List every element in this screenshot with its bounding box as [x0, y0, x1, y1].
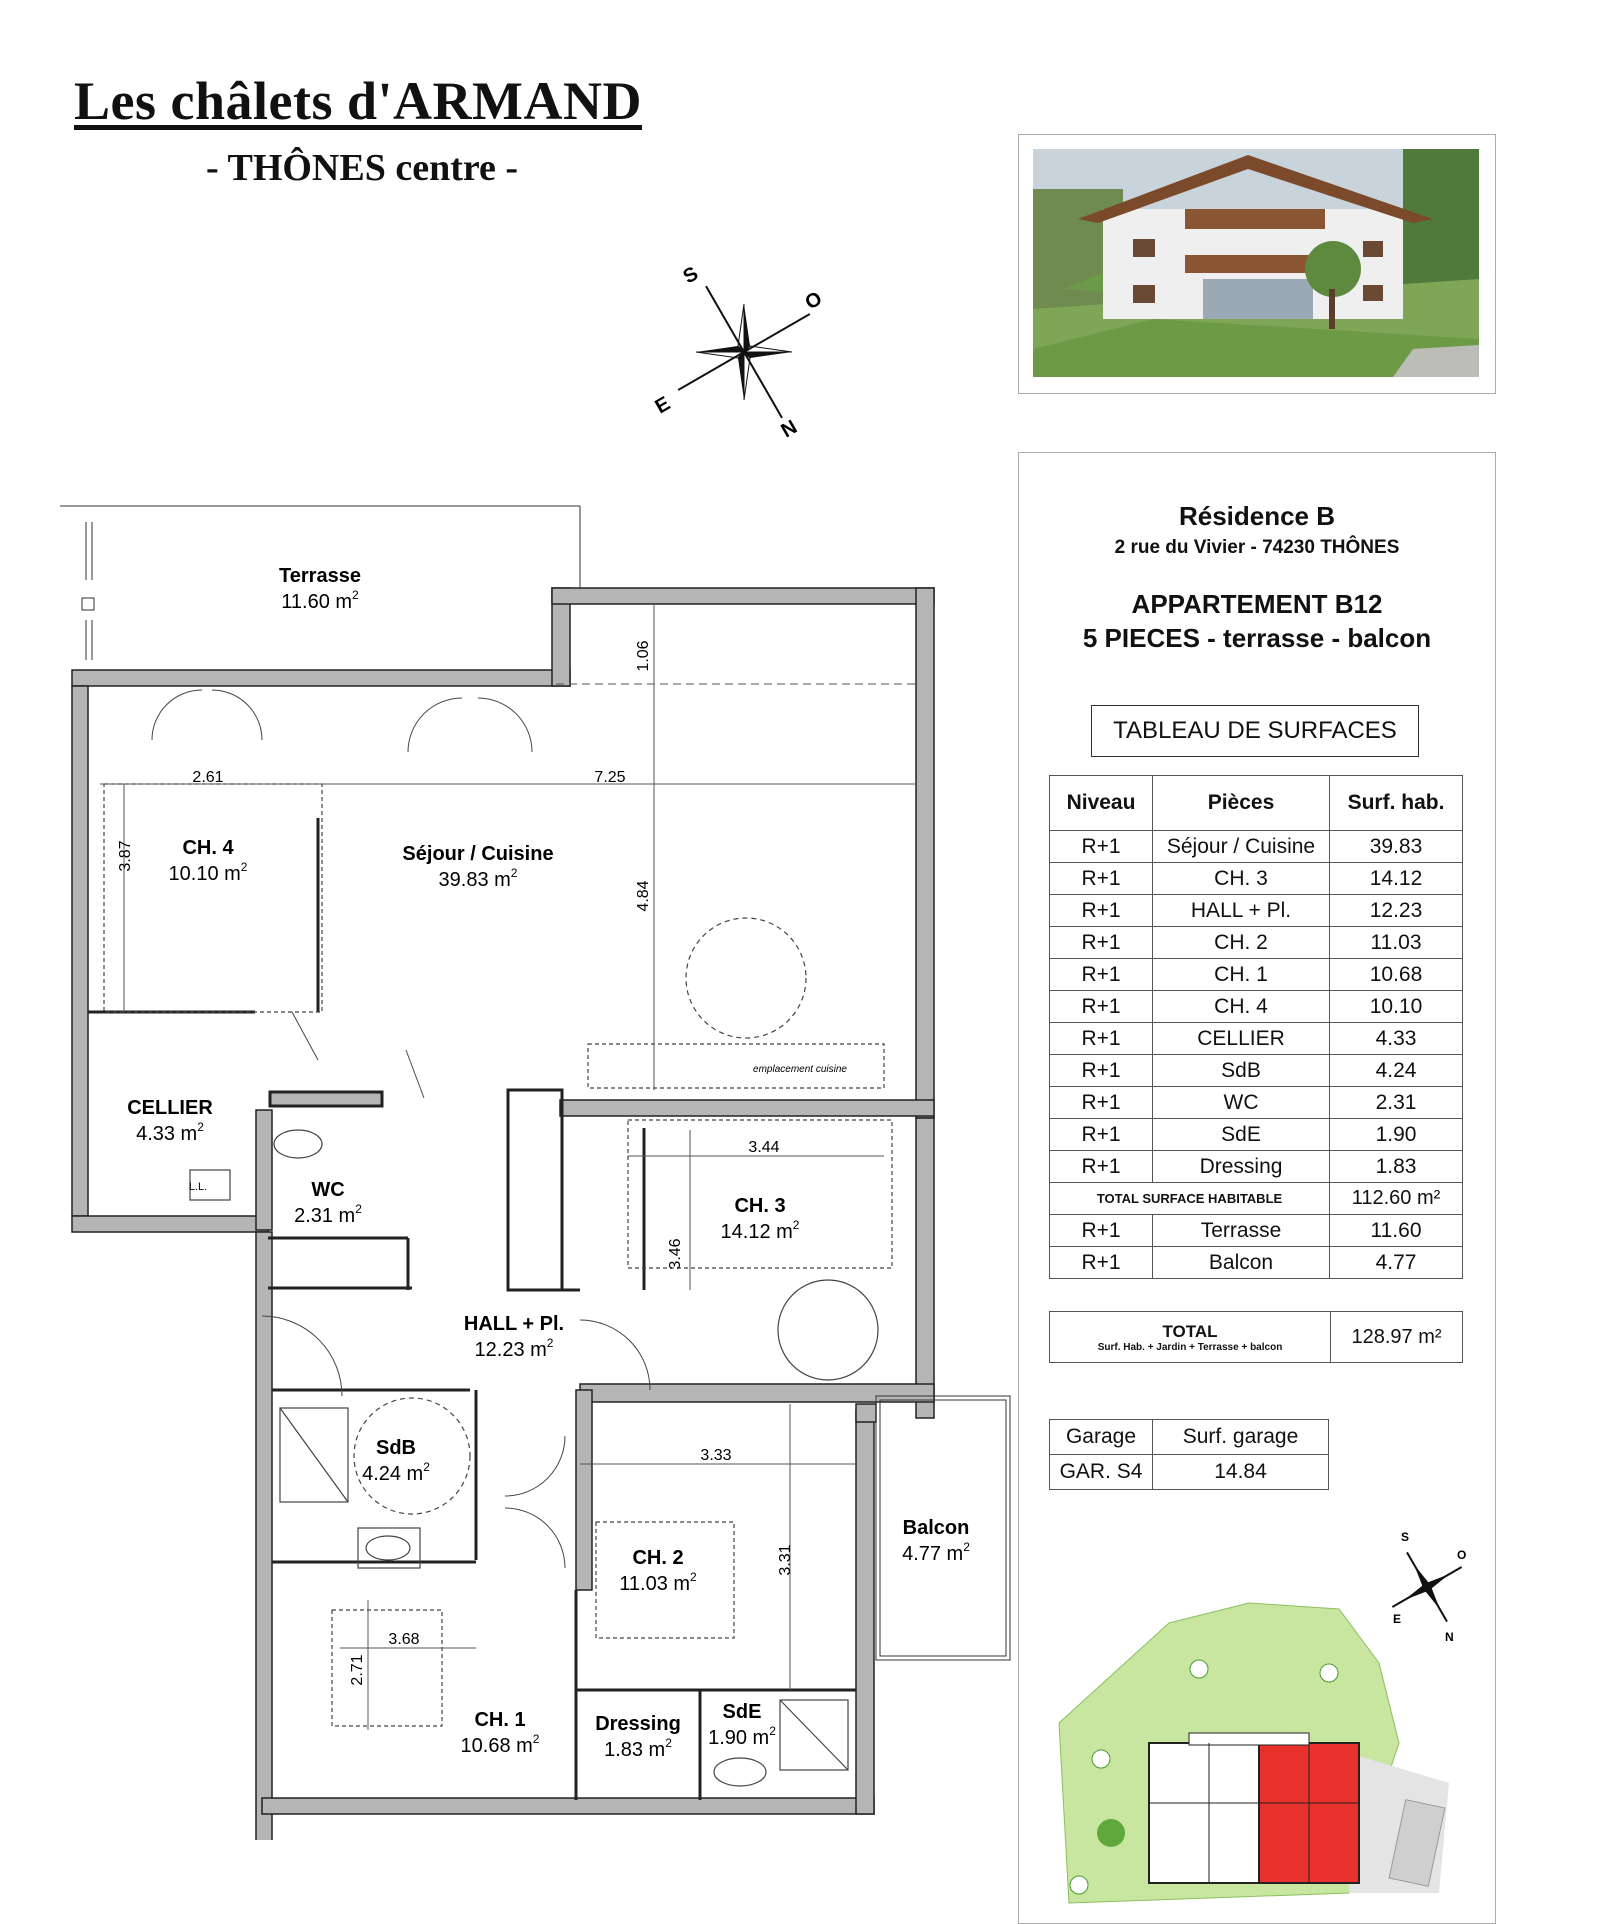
surface-cell-piece: Terrasse	[1153, 1215, 1330, 1247]
surface-cell-piece: SdE	[1153, 1119, 1330, 1151]
room-ch1-area-text: 10.68 m	[460, 1735, 533, 1757]
apartment-description: 5 PIECES - terrasse - balcon	[1082, 623, 1432, 653]
room-ch1-sup: 2	[532, 1732, 540, 1746]
room-sejour-name: Séjour / Cuisine	[402, 843, 554, 865]
garage-name: GAR. S4	[1050, 1455, 1153, 1490]
compass-n: N	[777, 416, 802, 443]
surface-row	[1050, 959, 1463, 991]
surface-row	[1050, 1215, 1463, 1247]
room-hall-area	[475, 1336, 554, 1361]
dim-387: 3.87	[117, 840, 134, 872]
surface-cell-surf: 4.24	[1330, 1055, 1463, 1087]
room-ch2-name: CH. 2	[632, 1547, 684, 1569]
fixtures	[104, 784, 892, 1786]
room-terrasse-area	[281, 588, 359, 613]
building-render-image	[1033, 149, 1479, 377]
apartment-id: APPARTEMENT B12	[1131, 589, 1383, 619]
room-wc-area	[294, 1202, 362, 1227]
room-sdb-area-text: 4.24 m	[362, 1463, 424, 1485]
room-balcon-area	[902, 1540, 970, 1565]
surface-cell-niveau: R+1	[1050, 1247, 1153, 1279]
building-render-photo	[1018, 134, 1496, 394]
residence-name: Résidence B	[1178, 501, 1336, 531]
map-compass-s: S	[1401, 1530, 1410, 1544]
surface-row	[1050, 1119, 1463, 1151]
interior-walls	[88, 818, 856, 1800]
room-sejour-area	[439, 866, 518, 891]
room-ch1-area	[461, 1732, 540, 1757]
room-sde-sup: 2	[769, 1724, 776, 1738]
grand-total-label-cell	[1050, 1312, 1331, 1363]
map-compass-e: E	[1393, 1612, 1402, 1626]
room-ch3-area	[721, 1218, 800, 1243]
surface-cell-surf: 11.03	[1330, 927, 1463, 959]
room-cellier-area-text: 4.33 m	[136, 1123, 198, 1145]
surface-row	[1050, 927, 1463, 959]
surface-cell-surf: 10.68	[1330, 959, 1463, 991]
room-balcon-name: Balcon	[902, 1517, 970, 1539]
room-ch2-sup: 2	[690, 1570, 697, 1584]
room-ch2-area-text: 11.03 m	[619, 1573, 691, 1595]
surface-row	[1050, 1055, 1463, 1087]
total-habitable-label: TOTAL SURFACE HABITABLE	[1050, 1183, 1330, 1215]
surface-cell-piece: CH. 1	[1153, 959, 1330, 991]
room-sde-area-text: 1.90 m	[708, 1727, 770, 1749]
room-sdb-name: SdB	[376, 1437, 416, 1459]
kitchen-location-label: emplacement cuisine	[753, 1064, 847, 1075]
room-sejour-area-text: 39.83 m	[438, 869, 511, 891]
surface-cell-piece: WC	[1153, 1087, 1330, 1119]
room-hall-name: HALL + Pl.	[463, 1313, 565, 1335]
surface-cell-surf: 2.31	[1330, 1087, 1463, 1119]
dim-106: 1.06	[635, 640, 652, 672]
grand-total-table	[1049, 1311, 1463, 1363]
compass-o: O	[801, 287, 826, 315]
surface-row	[1050, 991, 1463, 1023]
surface-cell-piece: Dressing	[1153, 1151, 1330, 1183]
map-compass-n: N	[1445, 1630, 1454, 1644]
room-terrasse-sup: 2	[352, 588, 359, 602]
surface-cell-piece: CH. 2	[1153, 927, 1330, 959]
surface-cell-piece: CH. 4	[1153, 991, 1330, 1023]
dim-331: 3.31	[777, 1544, 794, 1576]
surface-cell-surf: 12.23	[1330, 895, 1463, 927]
grand-total-label: TOTAL	[1162, 1321, 1218, 1341]
surface-cell-surf: 4.77	[1330, 1247, 1463, 1279]
room-sdb-area	[362, 1460, 430, 1485]
dim-346: 3.46	[667, 1238, 684, 1270]
surface-cell-niveau: R+1	[1050, 1151, 1153, 1183]
room-ch4-area	[169, 860, 248, 885]
garage-table	[1049, 1419, 1329, 1490]
garage-col-surf: Surf. garage	[1153, 1420, 1329, 1455]
grand-total-sublabel: Surf. Hab. + Jardin + Terrasse + balcon	[1097, 1341, 1283, 1353]
surface-cell-niveau: R+1	[1050, 1119, 1153, 1151]
room-sde-area	[708, 1724, 776, 1749]
surface-cell-surf: 14.12	[1330, 863, 1463, 895]
dim-368: 3.68	[388, 1631, 420, 1648]
dim-271: 2.71	[349, 1654, 366, 1686]
floor-plan	[60, 500, 1020, 1840]
surface-cell-niveau: R+1	[1050, 831, 1153, 863]
surface-cell-niveau: R+1	[1050, 1055, 1153, 1087]
room-ch4-area-text: 10.10 m	[168, 863, 241, 885]
map-compass-o: O	[1457, 1548, 1467, 1562]
surface-row	[1050, 1151, 1463, 1183]
residence-address: 2 rue du Vivier - 74230 THÔNES	[1114, 537, 1400, 558]
room-cellier-name: CELLIER	[127, 1097, 213, 1119]
surface-row	[1050, 895, 1463, 927]
surface-cell-niveau: R+1	[1050, 1087, 1153, 1119]
info-panel	[1018, 452, 1496, 1924]
dim-725: 7.25	[594, 769, 626, 786]
surface-row	[1050, 1087, 1463, 1119]
room-wc-area-text: 2.31 m	[294, 1205, 356, 1227]
surface-cell-niveau: R+1	[1050, 991, 1153, 1023]
surface-cell-piece: HALL + Pl.	[1153, 895, 1330, 927]
room-dressing-sup: 2	[665, 1736, 672, 1750]
compass-rose-icon	[640, 262, 860, 448]
room-ch3-sup: 2	[792, 1218, 800, 1232]
surface-row	[1050, 831, 1463, 863]
room-sdb-sup: 2	[423, 1460, 430, 1474]
dim-261: 2.61	[192, 769, 224, 786]
total-habitable-row	[1050, 1183, 1463, 1215]
dim-344: 3.44	[748, 1139, 780, 1156]
room-ch3-name: CH. 3	[734, 1195, 786, 1217]
room-cellier-sup: 2	[197, 1120, 204, 1134]
grand-total-value: 128.97 m²	[1331, 1312, 1463, 1363]
room-labels	[127, 565, 970, 1761]
room-sde-name: SdE	[722, 1701, 762, 1723]
room-wc-name: WC	[311, 1179, 345, 1201]
room-ch2-area	[619, 1570, 697, 1595]
surface-cell-piece: Séjour / Cuisine	[1153, 831, 1330, 863]
surface-cell-surf: 10.10	[1330, 991, 1463, 1023]
room-dressing-name: Dressing	[595, 1713, 681, 1735]
surface-row	[1050, 863, 1463, 895]
surface-cell-niveau: R+1	[1050, 959, 1153, 991]
room-ch4-sup: 2	[240, 860, 248, 874]
surface-cell-piece: CH. 3	[1153, 863, 1330, 895]
document-subtitle: - THÔNES centre -	[206, 147, 519, 189]
document-title: Les châlets d'ARMAND	[74, 71, 642, 131]
compass-e: E	[651, 392, 675, 419]
room-wc-sup: 2	[355, 1202, 362, 1216]
col-niveau: Niveau	[1050, 776, 1153, 831]
surface-cell-niveau: R+1	[1050, 1023, 1153, 1055]
room-ch1-name: CH. 1	[474, 1709, 526, 1731]
surface-row	[1050, 1023, 1463, 1055]
surfaces-table-heading: TABLEAU DE SURFACES	[1091, 705, 1419, 757]
surface-cell-piece: Balcon	[1153, 1247, 1330, 1279]
col-surf: Surf. hab.	[1330, 776, 1463, 831]
compass-s: S	[679, 262, 703, 289]
site-location-map	[1049, 1513, 1489, 1913]
col-pieces: Pièces	[1153, 776, 1330, 831]
surface-row	[1050, 1247, 1463, 1279]
room-ch4-name: CH. 4	[182, 837, 234, 859]
dimension-labels	[117, 640, 847, 1685]
room-hall-area-text: 12.23 m	[474, 1339, 547, 1361]
ll-label: L.L.	[188, 1181, 208, 1193]
surface-cell-niveau: R+1	[1050, 895, 1153, 927]
room-cellier-area	[136, 1120, 204, 1145]
surface-cell-surf: 1.90	[1330, 1119, 1463, 1151]
surface-cell-niveau: R+1	[1050, 1215, 1153, 1247]
surfaces-table	[1049, 775, 1463, 1279]
surface-cell-piece: CELLIER	[1153, 1023, 1330, 1055]
surface-cell-niveau: R+1	[1050, 863, 1153, 895]
room-terrasse-area-text: 11.60 m	[281, 591, 353, 613]
total-habitable-value: 112.60 m²	[1330, 1183, 1463, 1215]
room-ch3-area-text: 14.12 m	[720, 1221, 793, 1243]
room-sejour-sup: 2	[510, 866, 518, 880]
room-hall-sup: 2	[546, 1336, 554, 1350]
dim-484: 4.84	[635, 880, 652, 912]
surface-cell-niveau: R+1	[1050, 927, 1153, 959]
room-dressing-area-text: 1.83 m	[604, 1739, 666, 1761]
surface-cell-piece: SdB	[1153, 1055, 1330, 1087]
surface-cell-surf: 11.60	[1330, 1215, 1463, 1247]
room-terrasse-name: Terrasse	[279, 565, 361, 587]
surface-cell-surf: 1.83	[1330, 1151, 1463, 1183]
surface-cell-surf: 4.33	[1330, 1023, 1463, 1055]
garage-col-name: Garage	[1050, 1420, 1153, 1455]
room-dressing-area	[604, 1736, 672, 1761]
room-balcon-sup: 2	[963, 1540, 970, 1554]
garage-surf: 14.84	[1153, 1455, 1329, 1490]
dim-333: 3.33	[700, 1447, 732, 1464]
surface-cell-surf: 39.83	[1330, 831, 1463, 863]
room-balcon-area-text: 4.77 m	[902, 1543, 964, 1565]
